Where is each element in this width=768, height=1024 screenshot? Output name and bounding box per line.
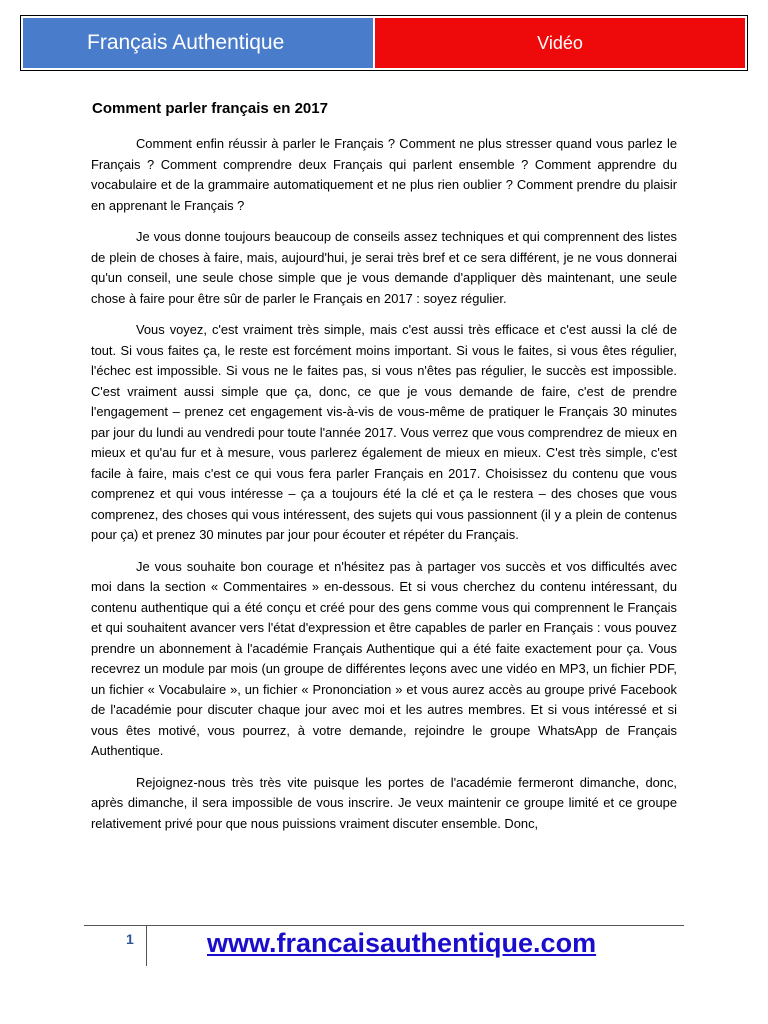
footer-rule <box>84 925 684 926</box>
article-title: Comment parler français en 2017 <box>92 100 328 117</box>
page-number: 1 <box>126 931 134 947</box>
paragraph: Je vous donne toujours beaucoup de conseils assez techniques et qui comprennent des listes de plein de choses à faire, mais, aujourd'hui, je serai très bref et ce sera différent, je ne vous donnerai qu'un conseil, une seule chose simple que je vous demande d'appliquer dès maintenant, une seule chose à faire pour être sûr de parler le Français en 2017 : soyez régulier. <box>91 229 677 306</box>
website-link[interactable]: www.francaisauthentique.com <box>207 928 597 958</box>
brand-name: Français Authentique <box>87 31 285 54</box>
footer-divider <box>146 925 147 966</box>
section-label: Vidéo <box>537 32 583 53</box>
page-header <box>20 15 748 71</box>
brand-banner <box>23 18 373 68</box>
article-body <box>91 134 677 845</box>
paragraph: Comment enfin réussir à parler le Français ? Comment ne plus stresser quand vous parlez le Français ? Comment comprendre deux Français qui parlent ensemble ? Comment apprendre du vocabulaire et de la grammaire automatiquement et ne plus rien oublier ? Comment prendre du plaisir en apprenant le Français ? <box>91 136 677 213</box>
paragraph: Vous voyez, c'est vraiment très simple, mais c'est aussi très efficace et c'est aussi la clé de tout. Si vous faites ça, le reste est forcément moins important. Si vous le faites, si vous êtes régulier, l'échec est impossible. Si vous ne le faites pas, si vous n'êtes pas régulier, le succès est impossible. C'est vraiment aussi simple que ça, donc, ce que je vous demande de faire, c'est de prendre l'engagement – prenez cet engagement vis-à-vis de vous-même de pratiquer le Français 30 minutes par jour du lundi au vendredi pour toute l'année 2017. Vous verrez que vous comprendrez de mieux en mieux et qu'au fur et à mesure, vous parlerez également de mieux en mieux. C'est très simple, c'est facile à faire, mais c'est ce qui vous fera parler Français en 2017. Choisissez du contenu que vous comprenez et qui vous intéresse – ça a toujours été la clé et ça le restera – des choses que vous comprenez, des choses qui vous intéressent, des sujets qui vous passionnent (il y a plein de contenus pour ça) et prenez 30 minutes par jour pour écouter et répéter du Français. <box>91 322 677 542</box>
paragraph: Je vous souhaite bon courage et n'hésitez pas à partager vos succès et vos difficultés avec moi dans la section « Commentaires » en-dessous. Et si vous cherchez du contenu intéressant, du contenu authentique qui a été conçu et créé pour des gens comme vous qui comprennent le Français et qui souhaitent avancer vers l'état d'expression et être capables de parler en Français : vous pouvez prendre un abonnement à l'académie Français Authentique qui a été faite exactement pour ça. Vous recevrez un module par mois (un groupe de différentes leçons avec une vidéo en MP3, un fichier PDF, un fichier « Vocabulaire », un fichier « Prononciation » et vous aurez accès au groupe privé Facebook de l'académie pour discuter chaque jour avec moi et les autres membres. Et si vous intéressé et si vous êtes motivé, vous pourrez, à votre demande, rejoindre le groupe WhatsApp de Français Authentique. <box>91 558 677 758</box>
paragraph: Rejoignez-nous très très vite puisque les portes de l'académie fermeront dimanche, donc, après dimanche, il sera impossible de vous inscrire. Je veux maintenir ce groupe limité et ce groupe relativement privé pour que nous puissions vraiment discuter ensemble. Donc, <box>91 774 677 831</box>
section-banner <box>375 18 745 68</box>
